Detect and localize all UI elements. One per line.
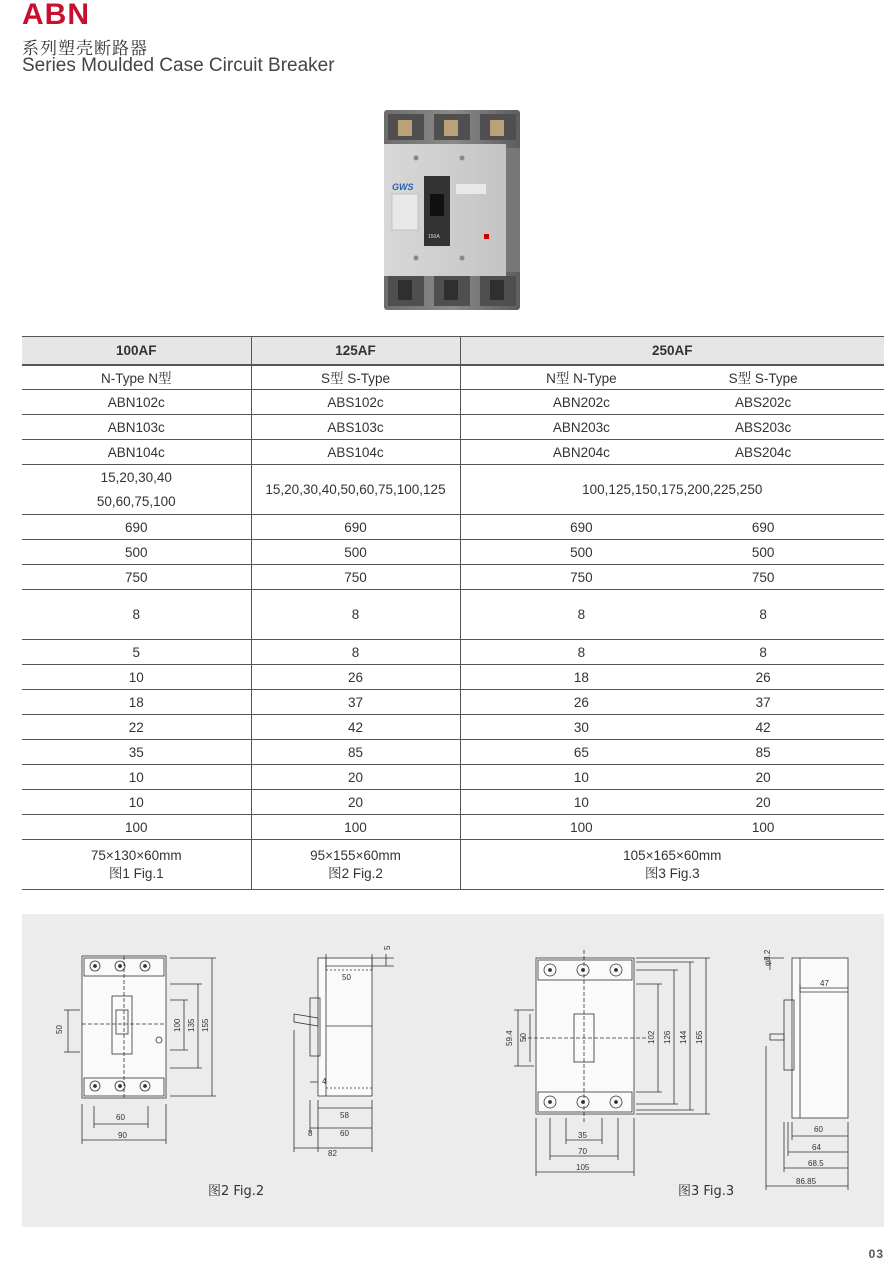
fig3-side-view xyxy=(764,958,848,1190)
cell-value: ABN203c xyxy=(552,419,610,435)
table-cell: 10 xyxy=(22,790,251,815)
table-row xyxy=(22,815,884,840)
cell-value: 750 xyxy=(751,569,775,585)
table-row xyxy=(22,640,884,665)
table-row xyxy=(22,690,884,715)
fig2-side-view xyxy=(294,954,394,1152)
fig3-dim-59-4: 59.4 xyxy=(505,1030,514,1046)
table-cell: ABS104c xyxy=(251,440,460,465)
table-cell: 85 xyxy=(251,740,460,765)
table-row xyxy=(22,740,884,765)
cell-value: 图3 Fig.3 xyxy=(644,865,700,881)
table-row xyxy=(22,440,884,465)
table-row xyxy=(22,715,884,740)
table-row-currents xyxy=(22,465,884,515)
fig2-side-dim-5: 5 xyxy=(383,945,392,950)
col-head-250af: 250AF xyxy=(460,337,884,365)
table-cell xyxy=(460,740,884,765)
table-cell: 35 xyxy=(22,740,251,765)
table-cell: 26 xyxy=(251,665,460,690)
cell-value: 85 xyxy=(755,744,771,760)
table-cell xyxy=(22,840,251,890)
col-head-125af: 125AF xyxy=(251,337,460,365)
cell-value: 30 xyxy=(573,719,589,735)
cell-value: 图1 Fig.1 xyxy=(108,865,164,881)
table-cell: 750 xyxy=(22,565,251,590)
table-cell: 37 xyxy=(251,690,460,715)
fig2-side-dim-60: 60 xyxy=(340,1129,349,1138)
cell-value: 95×155×60mm xyxy=(310,847,401,863)
table-row xyxy=(22,365,884,390)
fig2-front-view xyxy=(64,956,216,1144)
cell-value: 20 xyxy=(755,769,771,785)
cell-value: ABS204c xyxy=(734,444,792,460)
dimension-drawings-panel xyxy=(22,914,884,1227)
cell-value: 10 xyxy=(573,794,589,810)
cell-value: 8 xyxy=(577,607,586,622)
fig3-side-dim-86-85: 86.85 xyxy=(796,1177,817,1186)
table-cell: 100 xyxy=(251,815,460,840)
table-cell xyxy=(460,640,884,665)
table-cell: 100,125,150,175,200,225,250 xyxy=(460,465,884,515)
table-cell xyxy=(22,465,251,515)
table-cell: ABN104c xyxy=(22,440,251,465)
cell-value: 105×165×60mm xyxy=(623,847,722,863)
table-row xyxy=(22,665,884,690)
fig2-side-dim-58: 58 xyxy=(340,1111,349,1120)
cell-value: 8 xyxy=(577,644,586,660)
fig3-dim-102: 102 xyxy=(647,1030,656,1044)
spec-table xyxy=(22,336,884,890)
cell-value: ABN202c xyxy=(552,394,610,410)
table-cell: 10 xyxy=(22,665,251,690)
table-cell xyxy=(460,765,884,790)
fig3-side-dim-64: 64 xyxy=(812,1143,821,1152)
table-row-dimensions xyxy=(22,840,884,890)
table-cell: ABN103c xyxy=(22,415,251,440)
cell-value: 100 xyxy=(751,819,775,835)
title-chinese: 系列塑壳断路器 xyxy=(22,39,148,59)
cell-value: 18 xyxy=(573,669,589,685)
table-cell: 500 xyxy=(251,540,460,565)
fig2-caption: 图2 Fig.2 xyxy=(208,1184,265,1199)
fig3-dim-35: 35 xyxy=(578,1131,587,1140)
table-cell xyxy=(460,365,884,390)
table-cell: S型 S-Type xyxy=(251,365,460,390)
table-row xyxy=(22,790,884,815)
cell-value: 20 xyxy=(755,794,771,810)
cell-value: 42 xyxy=(755,719,771,735)
cell-value: 690 xyxy=(570,519,593,535)
fig2-dim-155: 155 xyxy=(201,1018,210,1032)
table-cell: N-Type N型 xyxy=(22,365,251,390)
table-cell: 750 xyxy=(251,565,460,590)
title-english: Series Moulded Case Circuit Breaker xyxy=(22,55,335,76)
table-cell: ABS103c xyxy=(251,415,460,440)
dimension-drawings xyxy=(22,914,884,1227)
fig2-dim-135: 135 xyxy=(187,1018,196,1032)
fig3-dim-70: 70 xyxy=(578,1147,587,1156)
table-cell xyxy=(460,840,884,890)
table-cell: 20 xyxy=(251,765,460,790)
cell-value: 8 xyxy=(759,644,767,660)
cell-value: 26 xyxy=(573,694,589,710)
table-cell: 100 xyxy=(22,815,251,840)
cell-value: 26 xyxy=(755,669,771,685)
cell-value: 37 xyxy=(755,694,771,710)
table-cell xyxy=(460,790,884,815)
fig3-dim-144: 144 xyxy=(679,1030,688,1044)
cell-value: 100 xyxy=(570,819,593,835)
fig2-dim-90: 90 xyxy=(118,1131,127,1140)
cell-value: 8 xyxy=(759,607,767,622)
cell-value: 10 xyxy=(573,769,589,785)
table-cell: 20 xyxy=(251,790,460,815)
table-cell: ABS102c xyxy=(251,390,460,415)
table-cell xyxy=(460,815,884,840)
table-cell xyxy=(460,690,884,715)
table-cell: 8 xyxy=(251,640,460,665)
table-row xyxy=(22,590,884,640)
fig3-dim-126: 126 xyxy=(663,1030,672,1044)
table-cell: 8 xyxy=(22,590,251,640)
table-cell xyxy=(460,440,884,465)
fig2-side-dim-4: 4 xyxy=(322,1077,327,1086)
table-cell xyxy=(460,590,884,640)
table-cell: ABN102c xyxy=(22,390,251,415)
table-cell xyxy=(460,665,884,690)
cell-value: 15,20,30,40 xyxy=(100,469,172,485)
cell-value: 500 xyxy=(570,544,593,560)
breaker-product-image xyxy=(380,108,524,314)
table-row xyxy=(22,565,884,590)
cell-value: 65 xyxy=(573,744,589,760)
cell-value: ABN204c xyxy=(552,444,610,460)
fig2-side-dim-8: 8 xyxy=(308,1129,313,1138)
fig3-dim-165: 165 xyxy=(695,1030,704,1044)
fig3-dim-105: 105 xyxy=(576,1163,590,1172)
fig3-caption: 图3 Fig.3 xyxy=(678,1184,735,1199)
fig2-dim-60: 60 xyxy=(116,1113,125,1122)
table-cell xyxy=(460,515,884,540)
col-head-100af: 100AF xyxy=(22,337,251,365)
cell-value: 690 xyxy=(751,519,775,535)
table-row xyxy=(22,390,884,415)
table-cell: 690 xyxy=(22,515,251,540)
table-cell: 15,20,30,40,50,60,75,100,125 xyxy=(251,465,460,515)
brand-title: ABN xyxy=(22,0,90,31)
table-row xyxy=(22,515,884,540)
cell-value: N型 N-Type xyxy=(546,371,617,387)
table-row xyxy=(22,765,884,790)
fig3-side-dim-60: 60 xyxy=(814,1125,823,1134)
fig3-front-view xyxy=(514,950,710,1176)
table-cell xyxy=(251,840,460,890)
table-cell xyxy=(460,390,884,415)
cell-value: ABS203c xyxy=(734,419,792,435)
table-cell xyxy=(460,565,884,590)
table-cell: 690 xyxy=(251,515,460,540)
cell-value: S型 S-Type xyxy=(728,371,798,387)
fig3-side-dim-phi: φ8.2 xyxy=(763,949,772,966)
table-cell: 5 xyxy=(22,640,251,665)
fig2-dim-50: 50 xyxy=(55,1025,64,1034)
table-header-row xyxy=(22,337,884,365)
fig2-dim-100: 100 xyxy=(173,1018,182,1032)
table-cell: 10 xyxy=(22,765,251,790)
product-rating: 150A xyxy=(428,234,440,240)
table-cell: 500 xyxy=(22,540,251,565)
cell-value: 750 xyxy=(570,569,593,585)
product-logo: GWS xyxy=(392,182,414,192)
table-cell xyxy=(460,540,884,565)
table-cell: 42 xyxy=(251,715,460,740)
page-number: 03 xyxy=(868,1247,884,1261)
table-cell: 22 xyxy=(22,715,251,740)
table-cell xyxy=(460,415,884,440)
table-cell: 8 xyxy=(251,590,460,640)
fig3-dim-50: 50 xyxy=(519,1033,528,1042)
table-cell: 18 xyxy=(22,690,251,715)
cell-value: 500 xyxy=(751,544,775,560)
fig3-side-dim-68-5: 68.5 xyxy=(808,1159,824,1168)
cell-value: 75×130×60mm xyxy=(90,847,182,863)
fig2-side-dim-82: 82 xyxy=(328,1149,337,1158)
fig2-side-dim-50: 50 xyxy=(342,973,351,982)
table-cell xyxy=(460,715,884,740)
table-row xyxy=(22,540,884,565)
cell-value: ABS202c xyxy=(734,394,792,410)
fig3-side-dim-47: 47 xyxy=(820,979,829,988)
cell-value: 图2 Fig.2 xyxy=(328,865,383,881)
table-row xyxy=(22,415,884,440)
cell-value: 50,60,75,100 xyxy=(96,493,176,509)
